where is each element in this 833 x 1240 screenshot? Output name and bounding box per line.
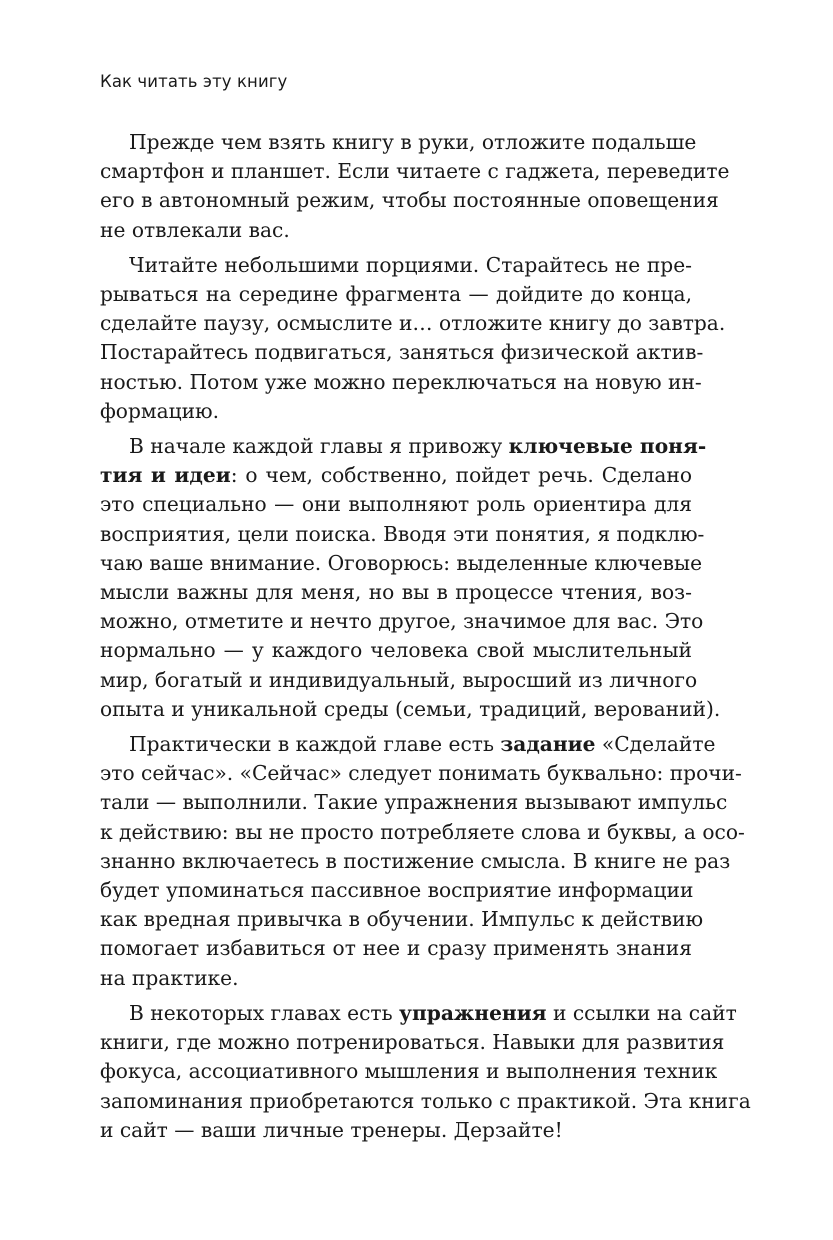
text-line	[100, 964, 692, 993]
text-run: Читайте небольшими порциями. Старайтесь не пре-	[129, 252, 692, 277]
text-line	[100, 309, 726, 338]
text-line	[100, 695, 721, 724]
text-line	[100, 128, 697, 157]
text-run: смартфон и планшет. Если читаете с гаджета, переведите	[100, 159, 730, 184]
text-line	[100, 461, 692, 490]
text-line	[100, 578, 692, 607]
text-line	[100, 280, 692, 309]
text-line	[100, 1057, 718, 1086]
running-head: Как читать эту книгу	[100, 72, 288, 91]
text-line	[100, 368, 702, 397]
paragraph	[100, 730, 745, 993]
text-run: сделайте паузу, осмыслите и… отложите книгу до завтра.	[100, 311, 726, 336]
bold-term: тия и идеи	[100, 463, 231, 488]
body-text	[100, 128, 751, 1145]
bold-term: ключевые поня-	[508, 434, 707, 459]
text-run: фокуса, ассоциативного мышления и выполнения техник	[100, 1059, 718, 1084]
text-run: Постарайтесь подвигаться, заняться физической актив-	[100, 340, 704, 365]
text-line	[100, 216, 692, 245]
text-run: как вредная привычка в обучении. Импульс к действию	[100, 907, 704, 932]
text-run: и ссылки на сайт	[546, 1000, 737, 1025]
text-run: чаю ваше внимание. Оговорюсь: выделенные ключевые	[100, 550, 703, 575]
text-run: помогает избавиться от нее и сразу применять знания	[100, 936, 692, 961]
text-run: : о чем, собственно, пойдет речь. Сделано	[230, 463, 692, 488]
text-run: можно, отметите и нечто другое, значимое для вас. Это	[100, 609, 704, 634]
text-line	[100, 636, 692, 665]
text-line	[100, 818, 745, 847]
text-run: Практически в каждой главе есть	[129, 732, 501, 757]
text-run: тали — выполнили. Такие упражнения вызывают импульс	[100, 790, 728, 815]
text-run: не отвлекали вас.	[100, 217, 290, 242]
bold-term: задание	[500, 732, 596, 757]
paragraph	[100, 999, 751, 1145]
text-line	[100, 607, 704, 636]
text-line	[100, 666, 698, 695]
text-run: его в автономный режим, чтобы постоянные оповещения	[100, 188, 719, 213]
text-line	[100, 847, 731, 876]
text-line	[100, 1028, 725, 1057]
paragraph	[100, 128, 730, 245]
text-line	[100, 338, 704, 367]
text-run: формацию.	[100, 398, 220, 423]
text-run: запоминания приобретаются только с практикой. Эта книга	[100, 1088, 751, 1113]
text-line	[100, 759, 742, 788]
text-line	[100, 490, 692, 519]
text-line	[100, 157, 730, 186]
text-line	[100, 1087, 751, 1116]
text-line	[100, 251, 692, 280]
text-run: рываться на середине фрагмента — дойдите до конца,	[100, 282, 692, 307]
text-line	[100, 730, 716, 759]
text-run: на практике.	[100, 965, 239, 990]
text-run: это специально — они выполняют роль ориентира для	[100, 492, 692, 517]
text-line	[100, 186, 719, 215]
text-run: мысли важны для меня, но вы в процессе чтения, воз-	[100, 580, 692, 605]
bold-term: упражнения	[399, 1000, 547, 1025]
text-line	[100, 1116, 692, 1145]
paragraph	[100, 251, 726, 426]
text-line	[100, 999, 737, 1028]
text-line	[100, 905, 704, 934]
text-line	[100, 788, 728, 817]
text-line	[100, 397, 692, 426]
text-run: В начале каждой главы я привожу	[129, 434, 509, 459]
text-line	[100, 934, 692, 963]
text-run: Прежде чем взять книгу в руки, отложите подальше	[129, 130, 697, 154]
paragraph	[100, 432, 721, 724]
text-line	[100, 432, 707, 461]
text-line	[100, 876, 692, 905]
text-run: и сайт — ваши личные тренеры. Дерзайте!	[100, 1117, 563, 1142]
text-run: знанно включаетесь в постижение смысла. В книге не раз	[100, 848, 731, 873]
text-line	[100, 520, 705, 549]
text-line	[100, 549, 703, 578]
text-run: будет упоминаться пассивное восприятие информации	[100, 878, 694, 903]
text-run: это сейчас». «Сейчас» следует понимать буквально: прочи-	[100, 761, 742, 786]
text-run: мир, богатый и индивидуальный, выросший из личного	[100, 667, 698, 692]
text-run: к действию: вы не просто потребляете слова и буквы, а осо-	[100, 819, 745, 844]
text-run: книги, где можно потренироваться. Навыки для развития	[100, 1030, 725, 1055]
text-run: нормально — у каждого человека свой мыслительный	[100, 638, 692, 663]
text-run: В некоторых главах есть	[129, 1000, 400, 1025]
text-run: «Сделайте	[595, 732, 716, 757]
text-run: ностью. Потом уже можно переключаться на новую ин-	[100, 369, 702, 394]
text-run: восприятия, цели поиска. Вводя эти понятия, я подклю-	[100, 521, 705, 546]
text-run: опыта и уникальной среды (семьи, традиций, верований).	[100, 696, 721, 721]
